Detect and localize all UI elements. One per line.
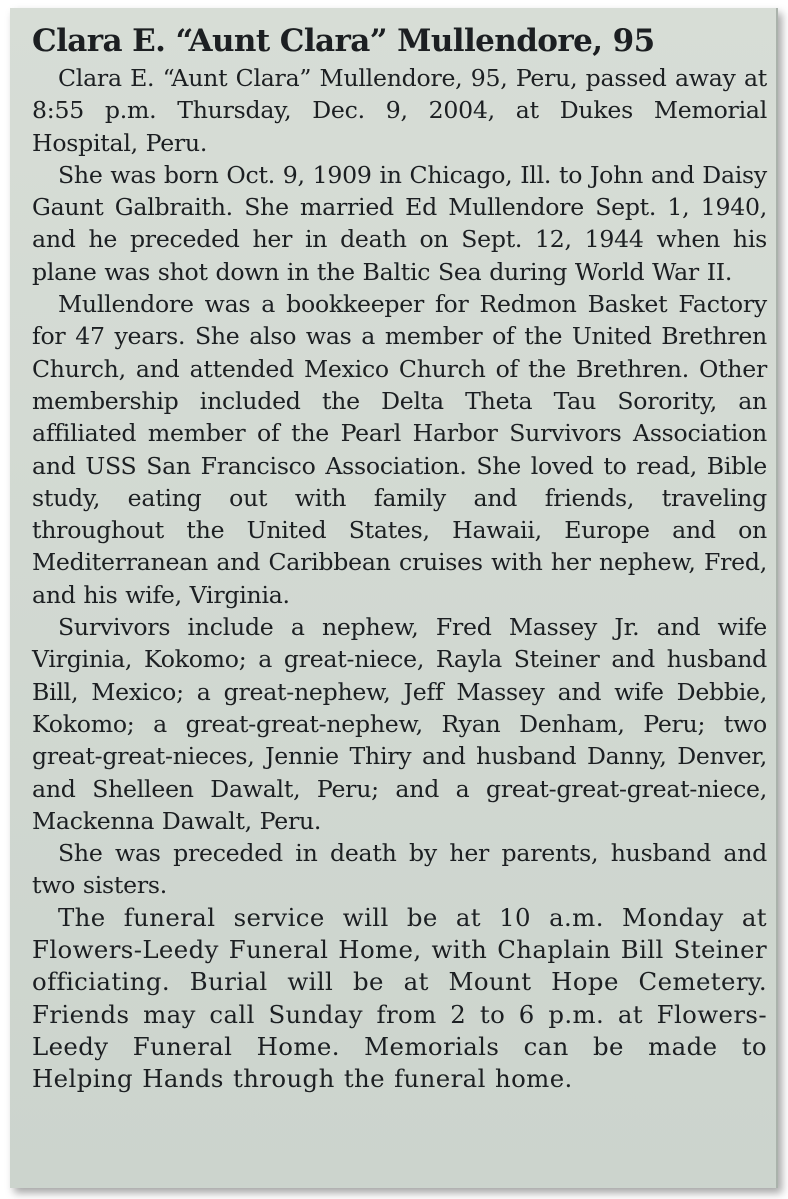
paragraph-birth-marriage: She was born Oct. 9, 1909 in Chicago, Ill. to John and Daisy Gaunt Galbraith. She married Ed Mullendore Sept. 1, 1940, and he preceded her in death on Sept. 12, 1944 when his plane was shot down in the Baltic Sea during World War II.: [32, 160, 767, 286]
obituary-headline: Clara E. “Aunt Clara” Mullendore, 95: [32, 23, 655, 59]
paragraph-preceded-in-death: She was preceded in death by her parents, husband and two sisters.: [32, 839, 767, 900]
newspaper-clipping: [10, 8, 778, 1188]
paragraph-career-interests: Mullendore was a bookkeeper for Redmon Basket Factory for 47 years. She also was a member of the United Brethren Church, and attended Mexico Church of the Brethren. Other membership included the Delta Theta Tau Sorority, an affiliated member of the Pearl Harbor Survivors Association and USS San Francisco Association. She loved to read, Bible study, eating out with family and friends, traveling throughout the United States, Hawaii, Europe and on Mediterranean and Caribbean cruises with her nephew, Fred, and his wife, Virginia.: [32, 290, 767, 609]
paragraph-survivors: Survivors include a nephew, Fred Massey Jr. and wife Virginia, Kokomo; a great-niece, Rayla Steiner and husband Bill, Mexico; a great-nephew, Jeff Massey and wife Debbie, Kokomo; a great-great-nephew, Ryan Denham, Peru; two great-great-nieces, Jennie Thiry and husband Danny, Denver, and Shelleen Dawalt, Peru; and a great-great-great-niece, Mackenna Dawalt, Peru.: [32, 613, 767, 835]
paragraph-funeral-service: The funeral service will be at 10 a.m. Monday at Flowers-Leedy Funeral Home, with Chaplain Bill Steiner officiating. Burial will be at Mount Hope Cemetery. Friends may call Sunday from 2 to 6 p.m. at Flowers-Leedy Funeral Home. Memorials can be made to Helping Hands through the funeral home.: [32, 902, 767, 1094]
obituary-article: [32, 22, 767, 1096]
paragraph-death-notice: Clara E. “Aunt Clara” Mullendore, 95, Peru, passed away at 8:55 p.m. Thursday, Dec. 9, 2004, at Dukes Memorial Hospital, Peru.: [32, 64, 767, 157]
